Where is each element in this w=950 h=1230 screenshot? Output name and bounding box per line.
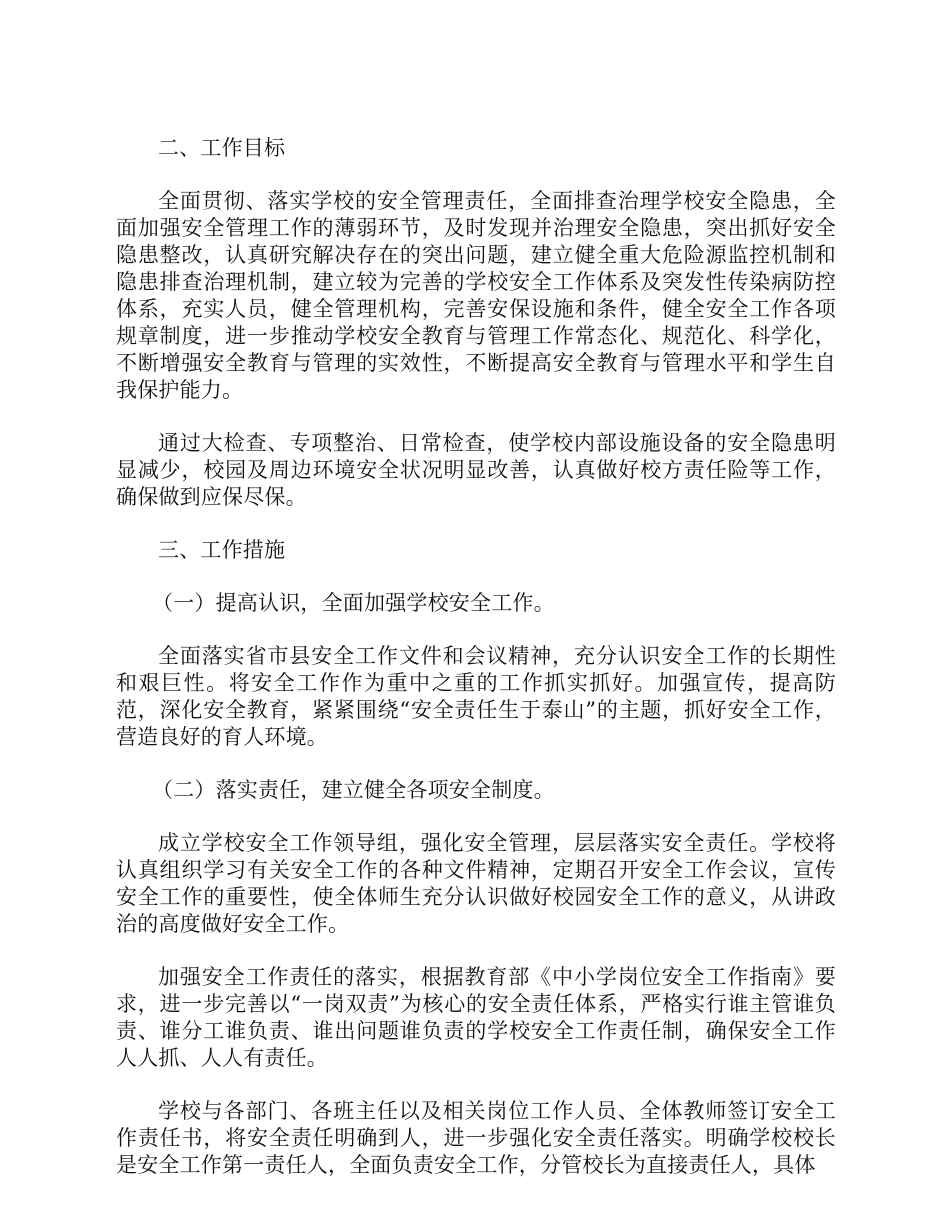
document-body (116, 135, 836, 1205)
subheading-responsibility: （二）落实责任，建立健全各项安全制度。 (152, 778, 555, 802)
paragraph-goals-overview: 全面贯彻、落实学校的安全管理责任，全面排查治理学校安全隐患，全面加强安全管理工作的薄弱环节，及时发现并治理安全隐患，突出抓好安全隐患整改，认真研究解决存在的突出问题，建立健全重大危险源监控机制和隐患排查治理机制，建立较为完善的学校安全工作体系及突发性传染病防控体系，充实人员，健全管理机构，完善安保设施和条件，健全安全工作各项规章制度，进一步推动学校安全教育与管理工作常态化、规范化、科学化，不断增强安全教育与管理的实效性，不断提高安全教育与管理水平和学生自我保护能力。 (116, 189, 836, 402)
section-heading-goals: 二、工作目标 (158, 136, 286, 160)
paragraph-responsibility-system: 加强安全工作责任的落实，根据教育部《中小学岗位安全工作指南》要求，进一步完善以“一岗双责”为核心的安全责任体系，严格实行谁主管谁负责、谁分工谁负责、谁出问题谁负责的学校安全工作责任制，确保安全工作人人抓、人人有责任。 (116, 965, 836, 1070)
paragraph-awareness: 全面落实省市县安全工作文件和会议精神，充分认识安全工作的长期性和艰巨性。将安全工作作为重中之重的工作抓实抓好。加强宣传，提高防范，深化安全教育，紧紧围绕“安全责任生于泰山”的主题，抓好安全工作，营造良好的育人环境。 (116, 644, 836, 749)
paragraph-goals-inspection: 通过大检查、专项整治、日常检查，使学校内部设施设备的安全隐患明显减少，校园及周边环境安全状况明显改善，认真做好校方责任险等工作，确保做到应保尽保。 (116, 431, 836, 509)
section-heading-measures: 三、工作措施 (158, 538, 286, 562)
paragraph-leadership-group: 成立学校安全工作领导组，强化安全管理，层层落实安全责任。学校将认真组织学习有关安全工作的各种文件精神，定期召开安全工作会议，宣传安全工作的重要性，使全体师生充分认识做好校园安全工作的意义，从讲政治的高度做好安全工作。 (116, 831, 836, 936)
subheading-awareness: （一）提高认识，全面加强学校安全工作。 (152, 591, 555, 615)
paragraph-responsibility-letter: 学校与各部门、各班主任以及相关岗位工作人员、全体教师签订安全工作责任书，将安全责任明确到人，进一步强化安全责任落实。明确学校校长是安全工作第一责任人，全面负责安全工作，分管校长为直接责任人，具体 (116, 1099, 836, 1177)
